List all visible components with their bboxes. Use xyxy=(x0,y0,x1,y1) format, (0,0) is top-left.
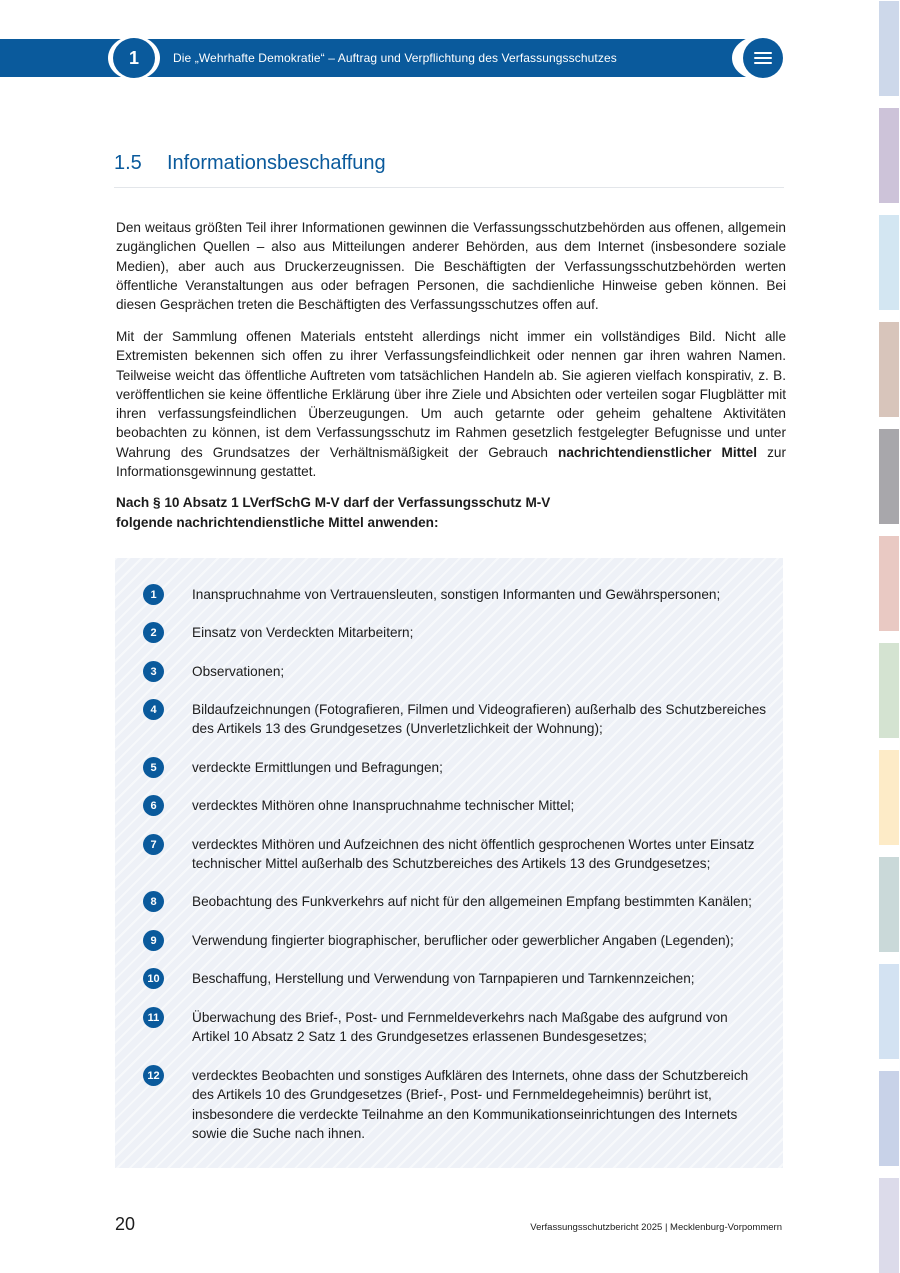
list-item-text: Inanspruchnahme von Vertrauensleuten, sonstigen Informanten und Gewährspersonen; xyxy=(192,587,721,602)
footer-publication-title: Verfassungsschutzbericht 2025 | Mecklenburg-Vorpommern xyxy=(530,1222,782,1233)
list-item-text: verdeckte Ermittlungen und Befragungen; xyxy=(192,760,443,775)
list-item-text: Einsatz von Verdeckten Mitarbeitern; xyxy=(192,625,414,640)
list-number-badge: 5 xyxy=(143,757,164,778)
chapter-side-tab[interactable] xyxy=(879,1,899,96)
page-number: 20 xyxy=(115,1214,136,1234)
section-title: Informationsbeschaffung xyxy=(167,152,386,174)
chapter-side-tab[interactable] xyxy=(879,215,899,310)
list-item-text: verdecktes Mithören und Aufzeichnen des nicht öffentlich gesprochenen Wortes unter Einsatz technischer Mittel außerhalb des Schutzbereiches des Artikels 13 des Grundgesetzes; xyxy=(192,837,755,872)
paragraph-2-text-a: Mit der Sammlung offenen Materials entsteht allerdings nicht immer ein vollständiges Bild. Nicht alle Extremisten bekennen sich offen zu ihrer Verfassungsfeindlichkeit oder nennen gar ihren wahren Namen. Teilweise weicht das öffentliche Auftreten vom tatsächlichen Handeln ab. Sie agieren vielfach konspirativ, z. B. veröffentlichen sie keine öffentliche Erklärung über ihre Ziele und Absichten oder verteilen sogar Flugblätter mit ihren verfassungsfeindlichen Überzeugungen. Um auch getarnte oder geheim gehaltene Aktivitäten beobachten zu können, ist dem Verfassungsschutz im Rahmen gesetzlich festgelegter Befugnisse und unter Wahrung des Grundsatzes der Verhältnismäßigkeit der Gebrauch xyxy=(116,329,786,460)
menu-button[interactable] xyxy=(743,38,783,78)
measures-list-box xyxy=(115,558,783,1168)
list-number-badge: 2 xyxy=(143,622,164,643)
chapter-side-tab[interactable] xyxy=(879,1178,899,1273)
list-number-badge: 6 xyxy=(143,795,164,816)
list-item-text: Überwachung des Brief-, Post- und Fernmeldeverkehrs nach Maßgabe des aufgrund von Artikel 10 Absatz 2 Satz 1 des Grundgesetzes erlassenen Bundesgesetzes; xyxy=(192,1010,728,1045)
list-intro xyxy=(116,493,786,533)
list-number-badge: 9 xyxy=(143,930,164,951)
chapter-side-tab[interactable] xyxy=(879,429,899,524)
list-intro-line-1: Nach § 10 Absatz 1 LVerfSchG M-V darf der Verfassungsschutz M-V xyxy=(116,495,551,510)
list-item-text: Observationen; xyxy=(192,664,285,679)
list-number-badge: 11 xyxy=(143,1007,164,1028)
chapter-side-tab[interactable] xyxy=(879,108,899,203)
list-item-text: Beobachtung des Funkverkehrs auf nicht für den allgemeinen Empfang bestimmten Kanälen; xyxy=(192,894,752,909)
chapter-side-tab[interactable] xyxy=(879,1071,899,1166)
paragraph-2-bold-term: nachrichtendienstlicher Mittel xyxy=(558,444,757,460)
chapter-side-tab[interactable] xyxy=(879,322,899,417)
list-number-badge: 1 xyxy=(143,584,164,605)
list-number-badge: 12 xyxy=(143,1065,164,1086)
chapter-side-tab[interactable] xyxy=(879,750,899,845)
section-number: 1.5 xyxy=(114,152,142,174)
list-intro-line-2: folgende nachrichtendienstliche Mittel anwenden: xyxy=(116,515,439,530)
list-item-text: Beschaffung, Herstellung und Verwendung von Tarnpapieren und Tarnkennzeichen; xyxy=(192,971,695,986)
hamburger-menu-icon xyxy=(754,52,772,64)
paragraph-2 xyxy=(116,327,786,481)
list-item-text: Verwendung fingierter biographischer, beruflicher oder gewerblicher Angaben (Legenden); xyxy=(192,933,734,948)
chapter-side-tab[interactable] xyxy=(879,964,899,1059)
list-number-badge: 8 xyxy=(143,891,164,912)
list-item-text: verdecktes Mithören ohne Inanspruchnahme technischer Mittel; xyxy=(192,798,575,813)
section-heading xyxy=(114,152,784,188)
list-number-badge: 3 xyxy=(143,661,164,682)
list-number-badge: 7 xyxy=(143,834,164,855)
list-item-text: Bildaufzeichnungen (Fotografieren, Filmen und Videografieren) außerhalb des Schutzbereiches des Artikels 13 des Grundgesetzes (Unverletzlichkeit der Wohnung); xyxy=(192,702,767,737)
chapter-side-tab[interactable] xyxy=(879,536,899,631)
chapter-number-badge: 1 xyxy=(113,38,155,78)
list-item-text: verdecktes Beobachten und sonstiges Aufklären des Internets, ohne dass der Schutzbereich des Artikels 10 des Grundgesetzes (Brief-, Post- und Fernmeldegeheimnis) berührt ist, insbesondere die verdeckte Teilnahme an den Kommunikationseinrichtungen des Internets sowie die Suche nach ihnen. xyxy=(192,1068,749,1141)
paragraph-1: Den weitaus größten Teil ihrer Informationen gewinnen die Verfassungsschutzbehörden aus offenen, allgemein zugänglichen Quellen – also aus Mitteilungen anderer Behörden, aus dem Internet (insbesondere soziale Medien), aber auch aus Druckerzeugnissen. Die Beschäftigten der Verfassungsschutzbehörden werten öffentliche Veranstaltungen aus oder befragen Personen, die sachdienliche Hinweise geben können. Bei diesen Gesprächen treten die Beschäftigten des Verfassungsschutzes offen auf. xyxy=(116,220,786,313)
chapter-title: Die „Wehrhafte Demokratie“ – Auftrag und Verpflichtung des Verfassungsschutzes xyxy=(173,51,617,65)
list-number-badge: 4 xyxy=(143,699,164,720)
chapter-side-tab[interactable] xyxy=(879,643,899,738)
paragraph-2-text-b: zur Informationsgewinnung gestattet. xyxy=(116,444,786,480)
chapter-side-tab[interactable] xyxy=(879,857,899,952)
list-number-badge: 10 xyxy=(143,968,164,989)
